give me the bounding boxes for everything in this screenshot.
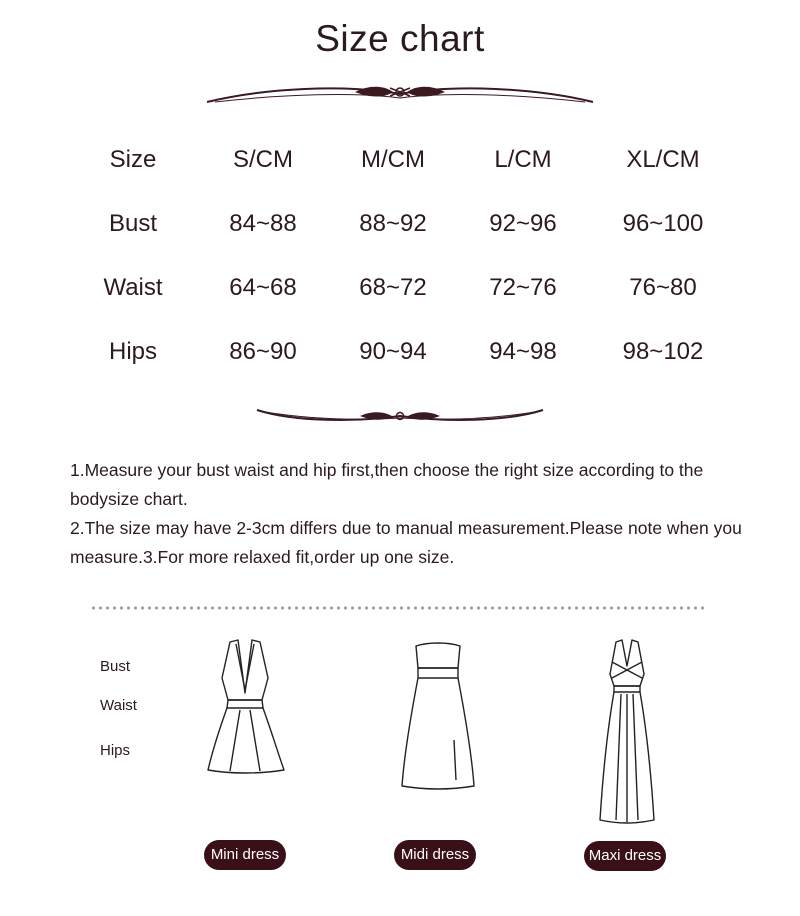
header-cell-s: S/CM — [233, 146, 293, 173]
size-table — [68, 128, 738, 384]
table-cell: 68~72 — [359, 274, 427, 301]
table-cell: 72~76 — [489, 274, 557, 301]
table-cell: 76~80 — [629, 274, 697, 301]
table-cell: 86~90 — [229, 338, 297, 365]
table-cell: 94~98 — [489, 338, 557, 365]
note-1: 1.Measure your bust waist and hip first,then choose the right size according to the bodysize chart. — [70, 460, 704, 509]
table-cell: 96~100 — [622, 210, 704, 237]
measure-label-waist: Waist — [100, 697, 137, 714]
row-label: Waist — [103, 274, 163, 301]
table-cell: 88~92 — [359, 210, 427, 237]
page-title: Size chart — [315, 18, 485, 59]
table-cell: 84~88 — [229, 210, 297, 237]
table-cell: 90~94 — [359, 338, 427, 365]
header-cell-xl: XL/CM — [626, 146, 700, 173]
table-cell: 98~102 — [622, 338, 704, 365]
header-cell-size: Size — [109, 146, 157, 173]
note-2: 2.The size may have 2-3cm differs due to manual measurement.Please note when you measure.3.For more relaxed fit,order up one size. — [70, 518, 742, 567]
midi-dress-illustration — [398, 640, 478, 792]
table-row-hips — [68, 320, 738, 384]
table-header-row — [68, 128, 738, 192]
table-row-waist — [68, 256, 738, 320]
mini-dress-illustration — [200, 638, 290, 778]
row-label: Hips — [108, 338, 157, 365]
header-cell-l: L/CM — [494, 146, 552, 173]
maxi-dress-label: Maxi dress — [584, 841, 666, 871]
midi-dress-label: Midi dress — [394, 840, 476, 870]
mini-dress-label: Mini dress — [204, 840, 286, 870]
dotted-divider — [90, 606, 704, 610]
table-row-bust — [68, 192, 738, 256]
header-cell-m: M/CM — [361, 146, 425, 173]
table-cell: 64~68 — [229, 274, 297, 301]
measure-label-hips: Hips — [100, 742, 131, 759]
measure-label-bust: Bust — [100, 658, 131, 675]
maxi-dress-illustration — [592, 638, 662, 828]
top-ornament-divider — [205, 80, 595, 112]
table-cell: 92~96 — [489, 210, 557, 237]
row-label: Bust — [108, 210, 158, 237]
bottom-ornament-divider — [255, 402, 545, 428]
size-notes — [70, 456, 750, 572]
